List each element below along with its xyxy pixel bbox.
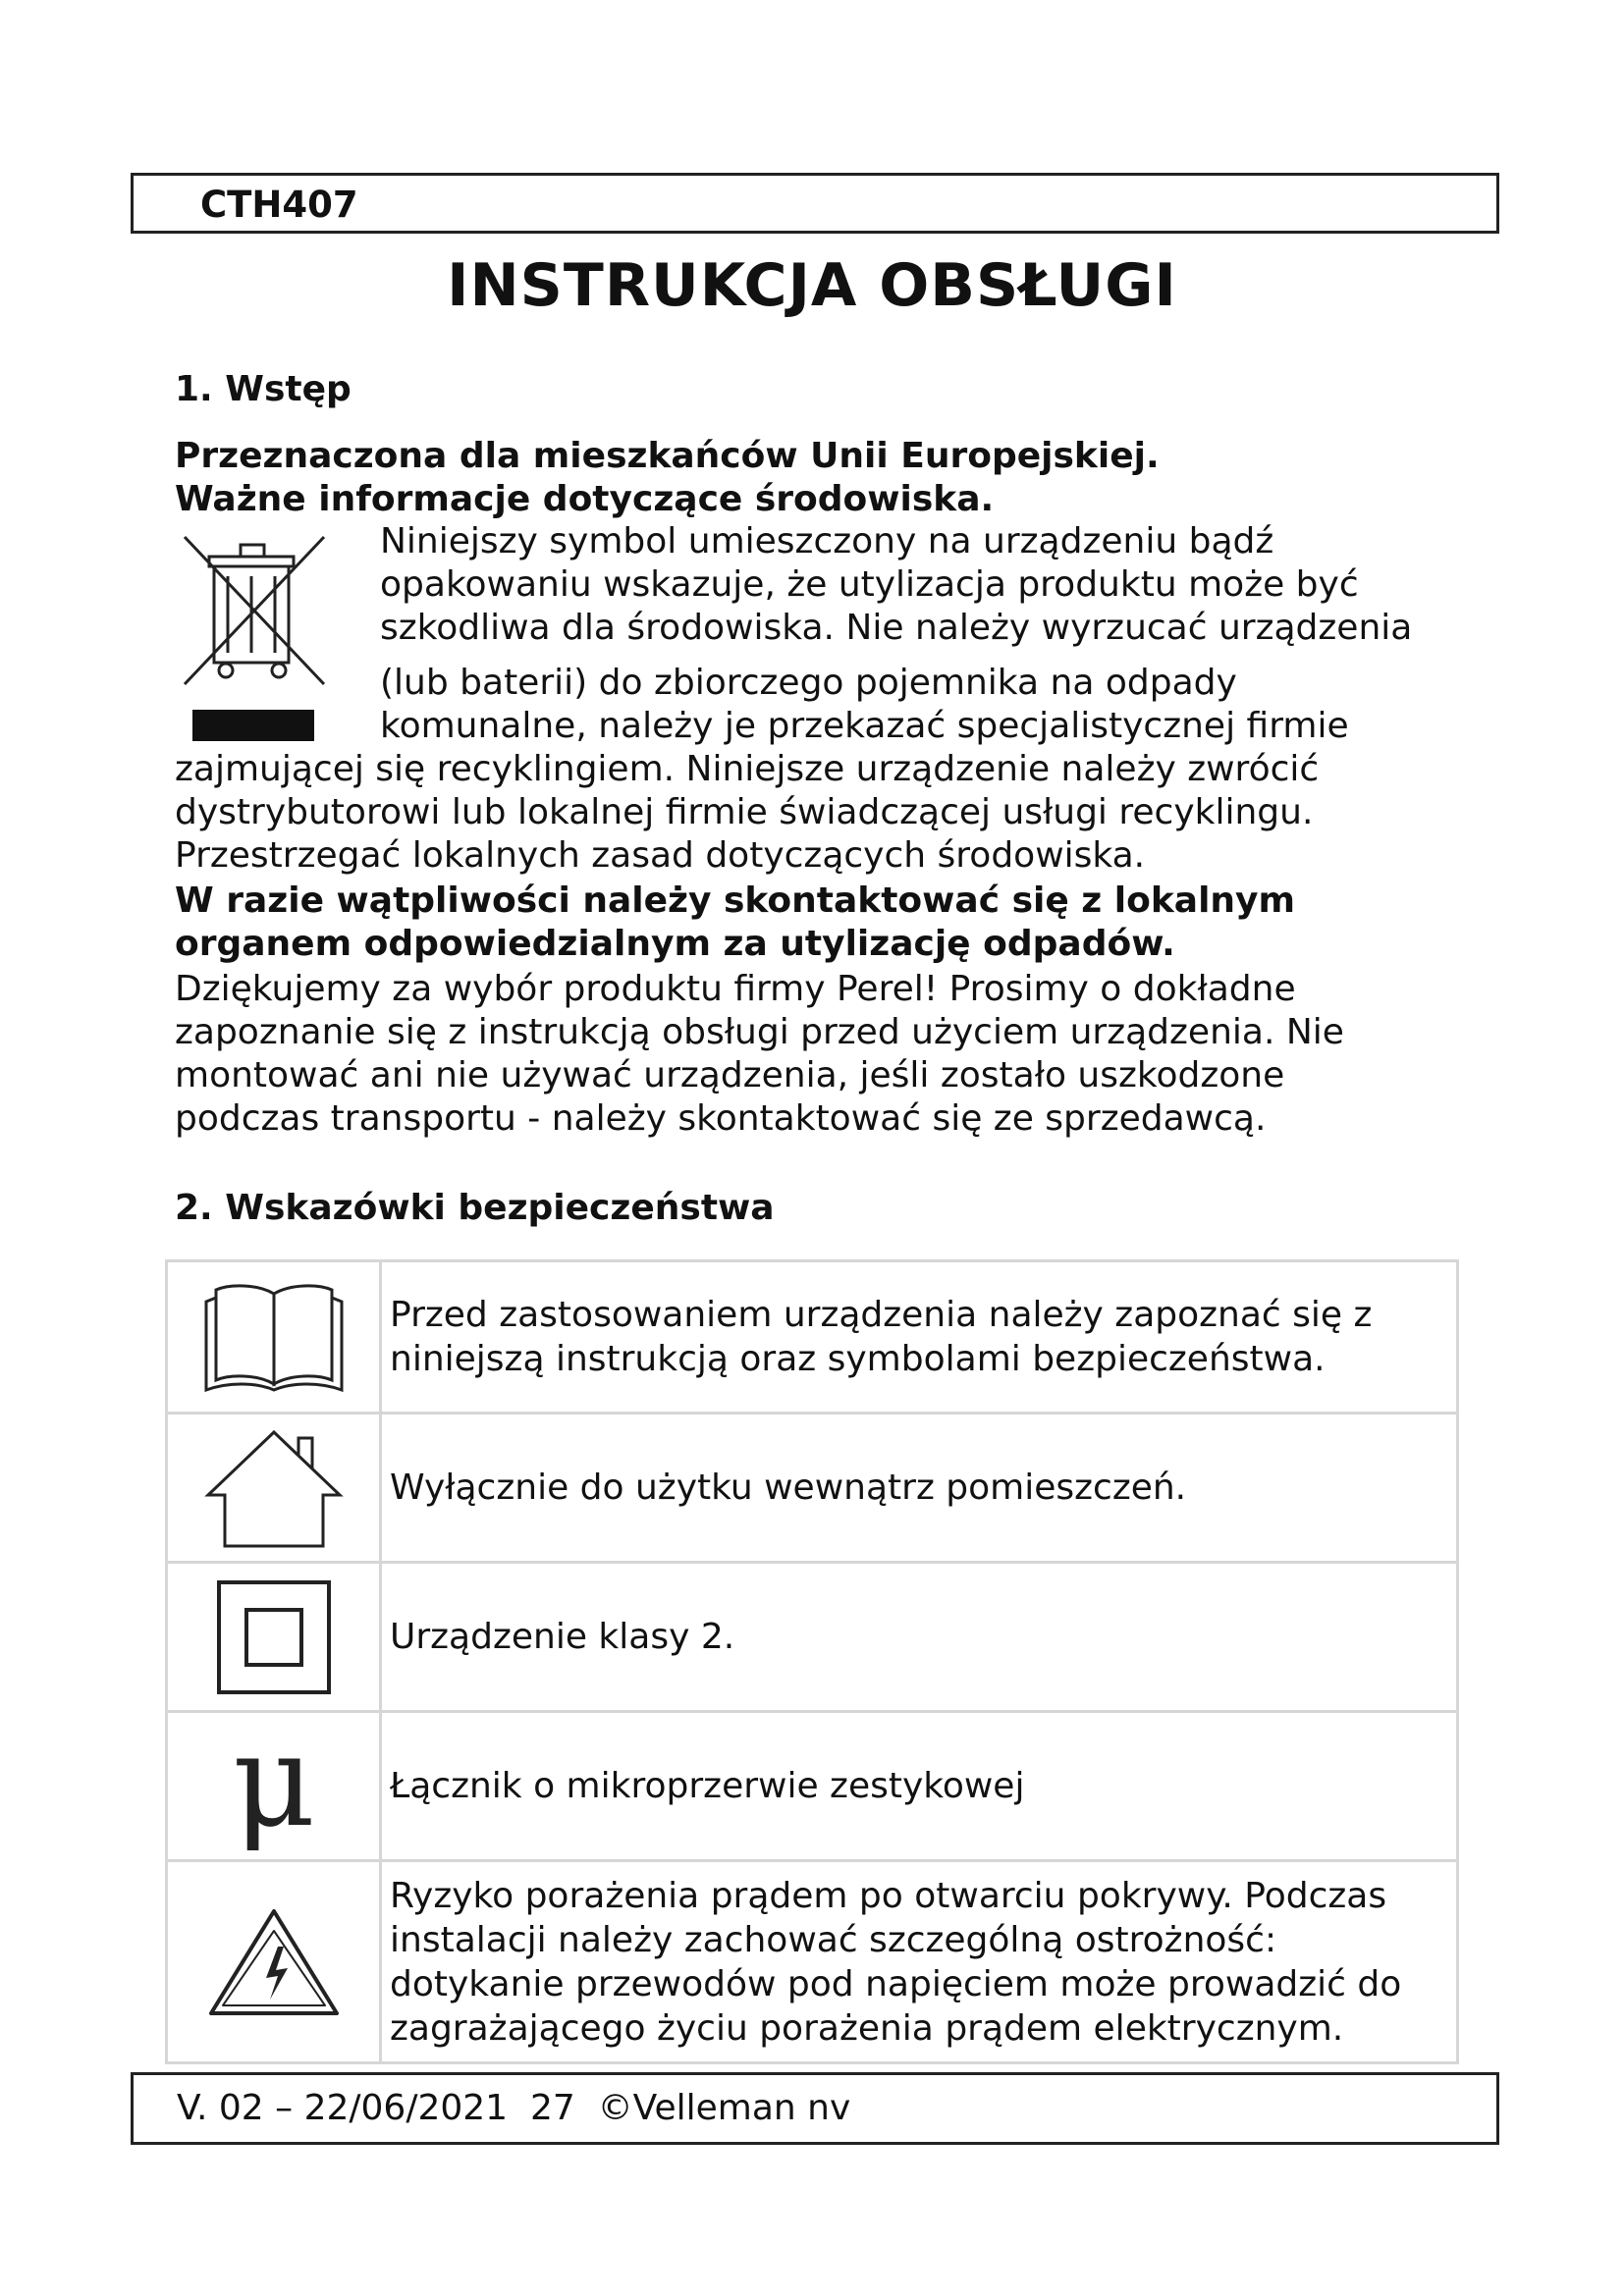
crossed-bin-icon [177, 527, 334, 753]
icon-cell [168, 1862, 382, 2061]
thanks-text-line: zapoznanie się z instrukcją obsługi przed użyciem urządzenia. Nie [175, 1012, 1344, 1052]
icon-cell [168, 1713, 382, 1859]
table-row [168, 1859, 1456, 2061]
icon-cell [168, 1262, 382, 1412]
icon-cell [168, 1564, 382, 1710]
row-text-line: dotykanie przewodów pod napięciem może prowadzić do [390, 1963, 1402, 2004]
symbol-text-line: komunalne, należy je przekazać specjalistycznej firmie [380, 706, 1349, 746]
text-cell [390, 1713, 1450, 1859]
header-box [131, 173, 1499, 234]
intro-bold-line: Przeznaczona dla mieszkańców Unii Europejskiej. [175, 436, 1160, 476]
svg-text:μ: μ [232, 1722, 315, 1850]
body-text-line: zajmującej się recyklingiem. Niniejsze urządzenie należy zwrócić [175, 749, 1320, 789]
safety-symbols-table [165, 1259, 1459, 2064]
micro-mu-icon [220, 1723, 328, 1850]
symbol-text-line: (lub baterii) do zbiorczego pojemnika na odpady [380, 663, 1237, 703]
row-text-line: Urządzenie klasy 2. [390, 1617, 735, 1657]
thanks-text-line: podczas transportu - należy skontaktować się ze sprzedawcą. [175, 1098, 1267, 1139]
row-text-line: Łącznik o mikroprzerwie zestykowej [390, 1766, 1025, 1806]
doubt-bold-line: organem odpowiedzialnym za utylizację odpadów. [175, 924, 1175, 964]
intro-bold-line: Ważne informacje dotyczące środowiska. [175, 479, 995, 519]
thanks-text-line: Dziękujemy za wybór produktu firmy Perel! Prosimy o dokładne [175, 969, 1296, 1009]
symbol-text-line: opakowaniu wskazuje, że utylizacja produktu może być [380, 564, 1359, 605]
table-row [168, 1561, 1456, 1710]
footer-box [131, 2072, 1499, 2145]
row-text-line: instalacji należy zachować szczególną ostrożność: [390, 1919, 1277, 1960]
section-2-heading: 2. Wskazówki bezpieczeństwa [175, 1188, 775, 1228]
class-2-double-square-icon [213, 1576, 335, 1698]
electric-shock-warning-icon [205, 1903, 343, 2021]
text-cell [390, 1564, 1450, 1710]
text-cell [390, 1415, 1450, 1561]
body-text-line: dystrybutorowi lub lokalnej firmie świadczącej usługi recyklingu. [175, 792, 1314, 832]
section-1-heading: 1. Wstęp [175, 369, 352, 409]
icon-cell [168, 1415, 382, 1561]
row-text-line: Przed zastosowaniem urządzenia należy zapoznać się z [390, 1295, 1373, 1335]
thanks-text-line: montować ani nie używać urządzenia, jeśli zostało uszkodzone [175, 1055, 1285, 1095]
table-row [168, 1412, 1456, 1561]
indoor-house-icon [200, 1424, 348, 1552]
page-title: INSTRUKCJA OBSŁUGI [447, 251, 1177, 320]
text-cell [390, 1862, 1450, 2061]
manual-book-icon [200, 1278, 348, 1396]
text-cell [390, 1262, 1450, 1412]
model-code: CTH407 [200, 184, 358, 226]
doubt-bold-line: W razie wątpliwości należy skontaktować się z lokalnym [175, 881, 1296, 921]
table-row [168, 1710, 1456, 1859]
symbol-text-line: szkodliwa dla środowiska. Nie należy wyrzucać urządzenia [380, 608, 1413, 648]
table-row [168, 1262, 1456, 1412]
footer-version-page: V. 02 – 22/06/2021 27 ©Velleman nv [177, 2088, 851, 2128]
row-text-line: Wyłącznie do użytku wewnątrz pomieszczeń. [390, 1468, 1187, 1508]
row-text-line: Ryzyko porażenia prądem po otwarciu pokrywy. Podczas [390, 1875, 1387, 1916]
body-text-line: Przestrzegać lokalnych zasad dotyczących środowiska. [175, 835, 1146, 876]
row-text-line: niniejszą instrukcją oraz symbolami bezpieczeństwa. [390, 1339, 1326, 1379]
row-text-line: zagrażającego życiu porażenia prądem elektrycznym. [390, 2007, 1344, 2049]
symbol-text-line: Niniejszy symbol umieszczony na urządzeniu bądź [380, 521, 1274, 561]
